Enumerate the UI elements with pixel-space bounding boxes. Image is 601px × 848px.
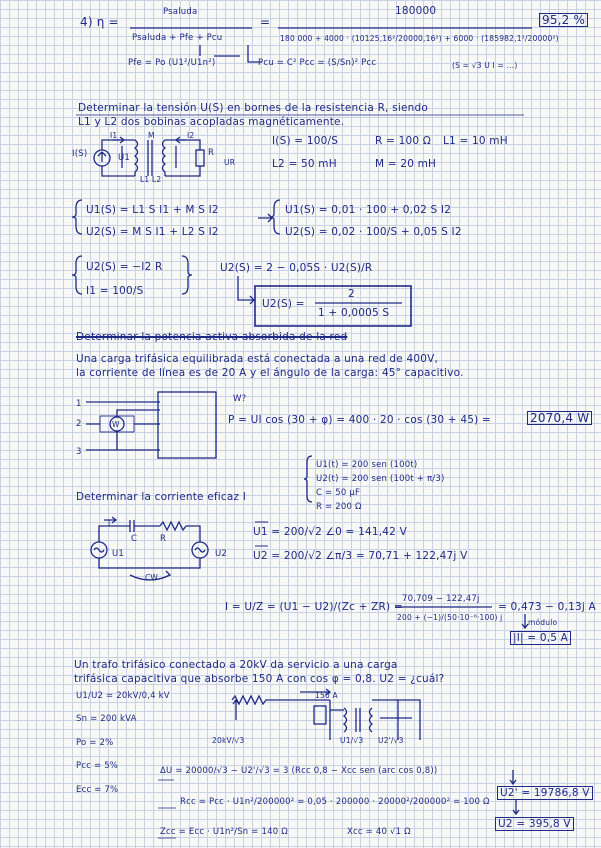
given-r: R = 100 Ω [375, 135, 431, 147]
u2-result-box [255, 286, 411, 326]
value-denominator: 180 000 + 4000 · (10125,16²/20000,16²) + 6000 · (185982,1²/20000²) [280, 34, 559, 43]
efficiency-denominator: Psaluda + Pfe + Pcu [132, 33, 223, 43]
rcc-formula: Rcc = Pcc · U1n²/200000² = 0,05 · 200000 · 20000²/200000² = 100 Ω [180, 797, 490, 807]
ur-label: UR [224, 158, 236, 167]
u2-result-lhs: U2(S) = [262, 298, 305, 310]
u2-arrow [513, 800, 519, 814]
u2-result-denominator: 1 + 0,0005 S [318, 307, 390, 319]
modulo-arrow [522, 614, 528, 628]
circuit-c-label: C [131, 534, 138, 544]
problem3-title: Una carga trifásica equilibrada está conectada a una red de 400V, [76, 353, 439, 365]
label-u1: U1/√3 [340, 736, 364, 745]
circuit-r-label: R [160, 534, 167, 544]
xcc-formula: Xcc = 40 √1 Ω [347, 827, 411, 837]
given-l1: L1 = 10 mH [443, 135, 508, 147]
data-ratio: U1/U2 = 20kV/0,4 kV [76, 691, 170, 701]
apparent-power-note: (S = √3 U I = ...) [452, 61, 518, 70]
u2-derivation: U2(S) = 2 − 0,05S · U2(S)/R [220, 262, 373, 274]
pfe-formula: Pfe = Po (U1²/U1n²) [128, 58, 216, 68]
three-phase-circuit [86, 392, 216, 458]
phase3-label: 3 [76, 447, 82, 457]
system2-eq1: U1(S) = 0,01 · 100 + 0,02 S I2 [285, 204, 452, 216]
brace-conditions-right [182, 256, 192, 294]
efficiency-numerator: Psaluda [163, 7, 198, 17]
circuit-u2-label: U2 [215, 549, 228, 559]
mutual-m-label: M [148, 131, 155, 140]
problem2-title: Determinar la tensión U(S) en bornes de la resistencia R, siendo [78, 102, 428, 114]
u1-label: U1 [118, 153, 131, 163]
problem5-title-line2: trifásica capacitiva que absorbe 150 A con cos φ = 0,8. U2 = ¿cuál? [74, 673, 445, 685]
power-result: 2070,4 W [527, 411, 592, 425]
given-m: M = 20 mH [375, 158, 437, 170]
voltage-drop-formula: ΔU = 20000/√3 − U2'/√3 = 3 (Rcc 0,8 − Xcc sen (arc cos 0,8)) [160, 766, 438, 776]
u2-prime-result: U2' = 19786,8 V [497, 786, 593, 800]
given-c: C = 50 μF [316, 488, 361, 498]
u2-result: U2 = 395,8 V [495, 817, 574, 831]
problem2-title-line2: L1 y L2 dos bobinas acopladas magnéticamente. [78, 116, 345, 128]
i1-label: I1 [110, 131, 118, 140]
given-r: R = 200 Ω [316, 502, 362, 512]
u2-result-numerator: 2 [348, 288, 355, 300]
source-current-label: I(S) [72, 149, 88, 159]
data-ecc: Ecc = 7% [76, 785, 119, 795]
problem4-title: Determinar la corriente eficaz I [76, 491, 247, 503]
pcu-formula: Pcu = C² Pcc = (S/Sn)² Pcc [258, 58, 377, 68]
pcu-arrow [248, 45, 262, 62]
phase1-label: 1 [76, 399, 82, 409]
circuit-u1-label: U1 [112, 549, 125, 559]
condition-u2: U2(S) = −I2 R [86, 261, 163, 273]
power-formula: P = UI cos (30 + φ) = 400 · 20 · cos (30 + 45) = [228, 414, 491, 426]
circuit-cw-label: CW [145, 573, 159, 582]
resistor-r-label: R [208, 148, 215, 158]
brace-givens [304, 456, 312, 502]
current-lhs: I = U/Z = (U1 − U2)/(Zc + ZR) = [225, 601, 403, 613]
circuit-i-label: I [108, 519, 111, 528]
system2-eq2: U2(S) = 0,02 · 100/S + 0,05 S I2 [285, 226, 462, 238]
equals-sign: = [260, 15, 271, 29]
current-denominator: 200 + (−1)/(50·10⁻⁶·100) j [397, 613, 503, 622]
phase2-label: 2 [76, 419, 82, 429]
given-u2t: U2(t) = 200 sen (100t + π/3) [316, 474, 445, 484]
struck-heading: Determinar la potencia activa absorbida de la red [76, 331, 348, 343]
label-u2p: U2'/√3 [378, 736, 404, 745]
value-numerator: 180000 [395, 5, 437, 17]
given-current: I(S) = 100/S [272, 135, 339, 147]
wattmeter-label: W [112, 420, 120, 429]
ac-circuit [91, 517, 208, 580]
eta-label: 4) η = [80, 15, 119, 29]
given-u1t: U1(t) = 200 sen (100t) [316, 460, 418, 470]
current-result: = 0,473 − 0,13j A [498, 601, 596, 613]
system1-eq1: U1(S) = L1 S I1 + M S I2 [86, 204, 219, 216]
label-20kv: 20kV/√3 [212, 736, 245, 745]
phasor-u1: U1 = 200/√2 ∠0 = 141,42 V [253, 526, 407, 538]
given-l2: L2 = 50 mH [272, 158, 337, 170]
data-sn: Sn = 200 kVA [76, 714, 137, 724]
modulo-note: módulo [528, 618, 558, 627]
i2-label: I2 [187, 131, 195, 140]
zcc-formula: Zcc = Ecc · U1n²/Sn = 140 Ω [160, 827, 288, 837]
arrow-result [238, 276, 254, 304]
label-150a: 150 A [315, 691, 338, 700]
phasor-u2: U2 = 200/√2 ∠π/3 = 70,71 + 122,47j V [253, 550, 468, 562]
data-po: Po = 2% [76, 738, 114, 748]
wattmeter-question: W? [233, 394, 247, 404]
system1-eq2: U2(S) = M S I1 + L2 S I2 [86, 226, 219, 238]
pfe-arrow [200, 45, 240, 56]
efficiency-result: 95,2 % [539, 13, 588, 27]
problem5-title: Un trafo trifásico conectado a 20kV da servicio a una carga [74, 659, 398, 671]
current-numerator: 70,709 − 122,47j [402, 594, 480, 604]
brace-system1 [72, 200, 82, 234]
coupled-coil-circuit [94, 137, 204, 176]
arrow-system [258, 214, 272, 222]
transformer-circuit [232, 689, 420, 740]
problem3-title-line2: la corriente de línea es de 20 A y el ángulo de la carga: 45° capacitivo. [76, 367, 464, 379]
u2p-arrow [510, 770, 516, 784]
current-final: |I| = 0,5 A [510, 631, 571, 645]
brace-conditions [72, 256, 82, 294]
data-pcc: Pcc = 5% [76, 761, 119, 771]
coil-labels: L1 L2 [140, 175, 162, 184]
condition-i1: I1 = 100/S [86, 285, 144, 297]
